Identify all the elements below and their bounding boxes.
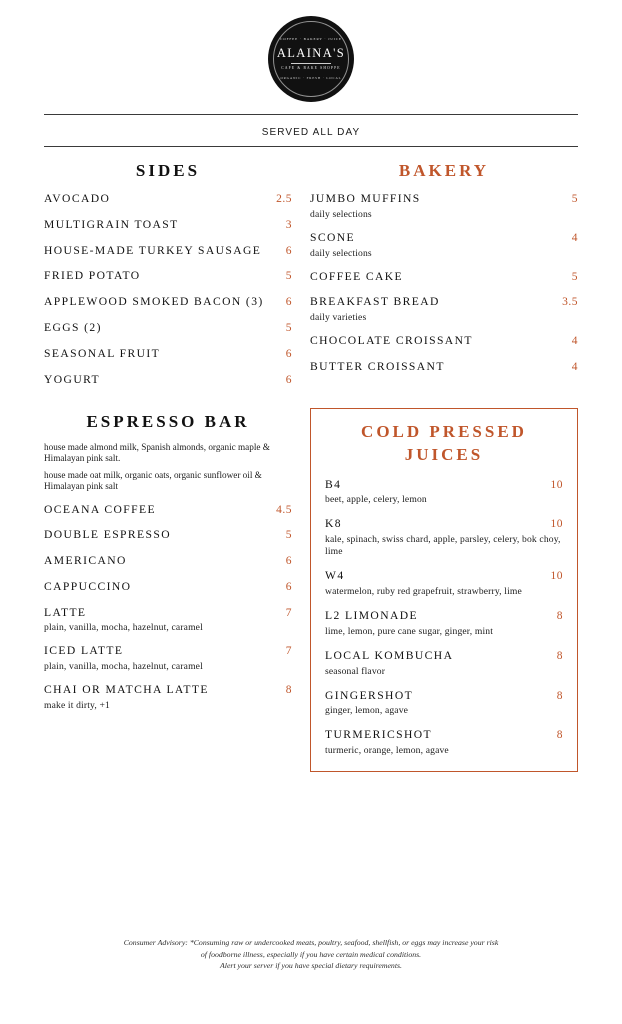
menu-item: [325, 516, 563, 558]
menu-item: [325, 608, 563, 638]
item-name: EGGS (2): [44, 320, 102, 334]
menu-item: [44, 191, 292, 208]
item-price: 3.5: [562, 296, 578, 309]
juices-title: COLD PRESSED JUICES: [361, 421, 527, 464]
item-price: 8: [285, 684, 292, 697]
item-price: 6: [285, 244, 292, 257]
espresso-notes: [44, 442, 292, 492]
item-description: make it dirty, +1: [44, 700, 110, 712]
item-description: ginger, lemon, agave: [325, 705, 409, 717]
item-price: 7: [285, 606, 292, 619]
item-name: FRIED POTATO: [44, 269, 141, 283]
item-price: 7: [285, 645, 292, 658]
menu-item: [44, 320, 292, 337]
menu-columns: [44, 161, 578, 772]
espresso-title: ESPRESSO BAR: [86, 412, 250, 432]
logo-divider: [291, 63, 331, 64]
menu-item: [44, 372, 292, 389]
menu-item: [325, 477, 563, 507]
item-description: plain, vanilla, mocha, hazelnut, caramel: [44, 622, 203, 634]
menu-item: [44, 643, 292, 673]
section-sides: [44, 161, 292, 388]
item-name: ICED LATTE: [44, 644, 124, 658]
item-name: SEASONAL FRUIT: [44, 346, 161, 360]
advisory-line-1: Consumer Advisory: *Consuming raw or undercooked meats, poultry, seafood, shellfish, or eggs may increase your risk: [123, 937, 499, 947]
item-description: turmeric, orange, lemon, agave: [325, 745, 449, 757]
item-name: LOCAL KOMBUCHA: [325, 648, 454, 662]
section-bakery: [310, 161, 578, 376]
item-price: 10: [550, 478, 563, 491]
item-price: 5: [285, 270, 292, 283]
menu-item: [310, 191, 578, 221]
menu-item: [310, 359, 578, 376]
menu-item: [325, 568, 563, 598]
logo-brand-name: ALAINA'S: [276, 46, 346, 61]
bakery-title: BAKERY: [398, 161, 490, 180]
menu-item: [44, 553, 292, 570]
item-name: B4: [325, 477, 342, 491]
advisory-line-3: Alert your server if you have special dietary requirements.: [220, 961, 402, 971]
item-description: lime, lemon, pure cane sugar, ginger, mint: [325, 625, 494, 637]
section-espresso-bar: [44, 412, 292, 712]
item-price: 4: [571, 360, 578, 373]
espresso-note: house made almond milk, Spanish almonds, organic maple & Himalayan pink salt.: [44, 442, 270, 464]
item-description: daily selections: [310, 247, 372, 259]
item-price: 6: [285, 555, 292, 568]
item-name: K8: [325, 517, 342, 531]
item-name: AMERICANO: [44, 554, 127, 568]
menu-item: [44, 682, 292, 712]
item-price: 8: [556, 689, 563, 702]
left-column: [44, 161, 302, 772]
item-description: watermelon, ruby red grapefruit, strawberry, lime: [325, 585, 522, 597]
logo-top-text: COFFEE · BAKERY · JUICE: [280, 36, 342, 41]
item-description: daily selections: [310, 208, 372, 220]
item-name: L2 LIMONADE: [325, 608, 419, 622]
menu-item: [44, 294, 292, 311]
logo-bottom-text: ORGANIC · FRESH · LOCAL: [280, 76, 342, 81]
item-description: seasonal flavor: [325, 665, 386, 677]
logo-container: [44, 0, 578, 102]
item-name: CHAI OR MATCHA LATTE: [44, 683, 209, 697]
menu-item: [310, 230, 578, 260]
item-description: daily varieties: [310, 312, 367, 324]
item-price: 4: [571, 231, 578, 244]
item-name: COFFEE CAKE: [310, 269, 404, 283]
sides-title: SIDES: [135, 161, 201, 180]
item-name: BUTTER CROISSANT: [310, 359, 445, 373]
menu-item: [44, 268, 292, 285]
item-name: BREAKFAST BREAD: [310, 295, 440, 309]
item-price: 2.5: [276, 193, 292, 205]
espresso-note: house made oat milk, organic oats, organic sunflower oil & Himalayan pink salt: [44, 470, 262, 492]
item-description: plain, vanilla, mocha, hazelnut, caramel: [44, 661, 203, 673]
item-name: W4: [325, 569, 345, 583]
item-name: YOGURT: [44, 372, 101, 386]
logo-subtitle: CAFE & BAKE SHOPPE: [281, 65, 341, 70]
menu-item: [44, 527, 292, 544]
item-name: SCONE: [310, 230, 356, 244]
menu-item: [325, 727, 563, 757]
item-price: 6: [285, 296, 292, 309]
item-price: 3: [285, 218, 292, 231]
item-name: JUMBO MUFFINS: [310, 192, 421, 205]
item-name: APPLEWOOD SMOKED BACON (3): [44, 295, 264, 309]
menu-item: [44, 346, 292, 363]
item-price: 5: [571, 270, 578, 283]
item-price: 4.5: [276, 503, 292, 516]
menu-item: [44, 605, 292, 635]
menu-item: [310, 333, 578, 350]
item-price: 5: [285, 321, 292, 334]
item-price: 6: [285, 580, 292, 593]
banner-text: SERVED ALL DAY: [261, 127, 361, 138]
served-all-day-banner: [44, 114, 578, 147]
item-name: HOUSE-MADE TURKEY SAUSAGE: [44, 243, 262, 257]
menu-item: [44, 217, 292, 234]
item-name: TURMERICSHOT: [325, 728, 432, 742]
menu-item: [325, 648, 563, 678]
item-name: LATTE: [44, 605, 87, 619]
item-price: 5: [571, 193, 578, 205]
item-price: 6: [285, 373, 292, 386]
section-cold-pressed-juices: [310, 408, 578, 772]
advisory-line-2: of foodborne illness, especially if you have certain medical conditions.: [200, 949, 422, 959]
menu-item: [44, 579, 292, 596]
item-name: GINGERSHOT: [325, 688, 414, 702]
item-price: 10: [550, 570, 563, 583]
item-description: beet, apple, celery, lemon: [325, 494, 427, 506]
item-price: 8: [556, 649, 563, 662]
menu-item: [325, 688, 563, 718]
item-name: CHOCOLATE CROISSANT: [310, 334, 473, 348]
item-name: AVOCADO: [44, 192, 111, 205]
item-name: CAPPUCCINO: [44, 579, 132, 593]
consumer-advisory: [0, 937, 622, 972]
item-price: 8: [556, 609, 563, 622]
item-price: 8: [556, 729, 563, 742]
item-price: 6: [285, 347, 292, 360]
item-name: MULTIGRAIN TOAST: [44, 217, 179, 231]
item-name: DOUBLE ESPRESSO: [44, 528, 171, 542]
item-price: 4: [571, 335, 578, 348]
right-column: [302, 161, 578, 772]
item-price: 10: [550, 518, 563, 531]
menu-item: [44, 243, 292, 260]
brand-logo: [268, 16, 354, 102]
item-description: kale, spinach, swiss chard, apple, parsley, celery, bok choy, lime: [325, 534, 561, 558]
menu-item: [310, 294, 578, 324]
item-name: OCEANA COFFEE: [44, 502, 156, 516]
menu-item: [310, 269, 578, 286]
item-price: 5: [285, 529, 292, 542]
menu-item: [44, 502, 292, 519]
